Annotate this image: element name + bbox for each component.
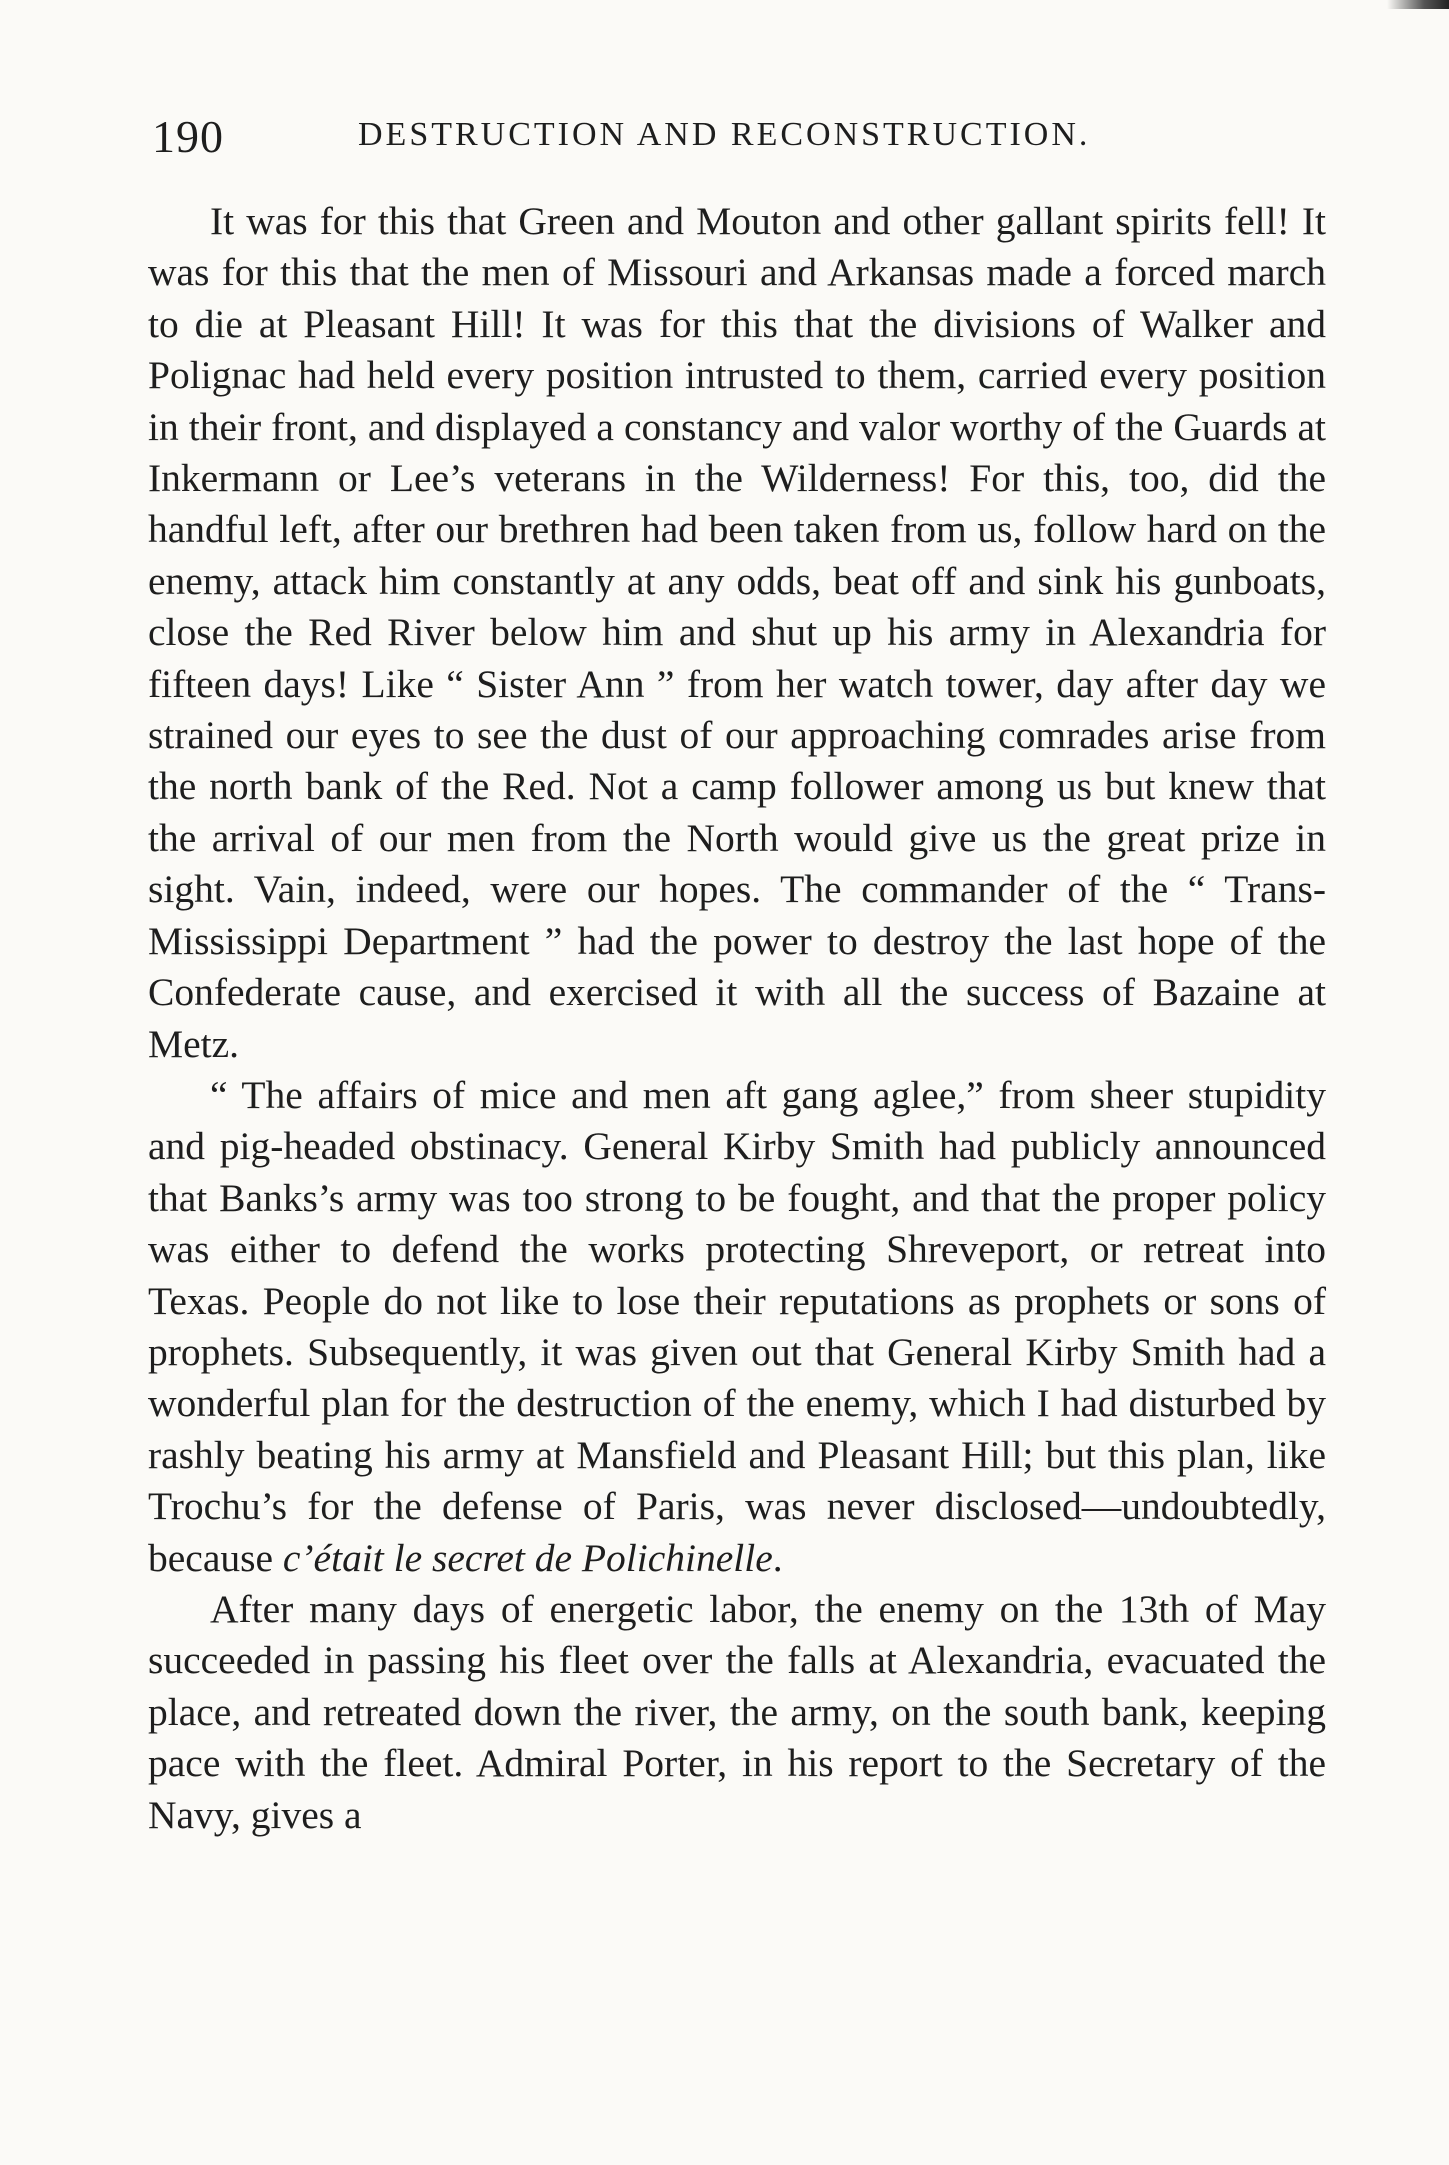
scan-edge-mark bbox=[1387, 0, 1449, 9]
running-head bbox=[148, 110, 1328, 170]
book-page bbox=[148, 0, 1328, 2165]
paragraph-3-text: After many days of energetic labor, the enemy on the 13th of May succeeded in passing his fleet over the falls at Alexandria, evacuated the place, and retreated down the river, the army, on the south bank, keeping pace with the fleet. Admiral Porter, in his report to the Secretary of the Navy, gives a bbox=[148, 1586, 1326, 1837]
paragraph-2-end: . bbox=[772, 1535, 783, 1580]
paragraph-2 bbox=[148, 1070, 1326, 1584]
running-title: DESTRUCTION AND RECONSTRUCTION. bbox=[358, 116, 1091, 153]
body-text bbox=[148, 196, 1326, 1841]
page-number: 190 bbox=[152, 111, 224, 162]
paragraph-3 bbox=[148, 1584, 1326, 1841]
paragraph-2-text: “ The affairs of mice and men aft gang aglee,” from sheer stupidity and pig-headed obstinacy. General Kirby Smith had publicly announced that Banks’s army was too strong to be fought, and that the proper policy was either to defend the works protecting Shreveport, or retreat into Texas. People do not like to lose their reputations as prophets or sons of prophets. Subsequently, it was given out that General Kirby Smith had a wonderful plan for the destruction of the enemy, which I had disturbed by rashly beating his army at Mansfield and Pleasant Hill; but this plan, like Trochu’s for the defense of Paris, was never disclosed—undoubtedly, because bbox=[148, 1072, 1326, 1580]
paragraph-2-italic: c’était le secret de Polichinelle bbox=[282, 1535, 773, 1580]
paragraph-1 bbox=[148, 196, 1326, 1070]
paragraph-1-text: It was for this that Green and Mouton and other gallant spirits fell! It was for this that the men of Missouri and Arkansas made a forced march to die at Pleasant Hill! It was for this that the divisions of Walker and Polignac had held every position intrusted to them, carried every position in their front, and displayed a constancy and valor worthy of the Guards at Inkermann or Lee’s veterans in the Wilderness! For this, too, did the handful left, after our brethren had been taken from us, follow hard on the enemy, attack him constantly at any odds, beat off and sink his gunboats, close the Red River below him and shut up his army in Alexandria for fifteen days! Like “ Sister Ann ” from her watch tower, day after day we strained our eyes to see the dust of our approaching comrades arise from the north bank of the Red. Not a camp follower among us but knew that the arrival of our men from the North would give us the great prize in sight. Vain, indeed, were our hopes. The commander of the “ Trans-Mississippi Department ” had the power to destroy the last hope of the Confederate cause, and exercised it with all the success of Bazaine at Metz. bbox=[148, 199, 1326, 1066]
